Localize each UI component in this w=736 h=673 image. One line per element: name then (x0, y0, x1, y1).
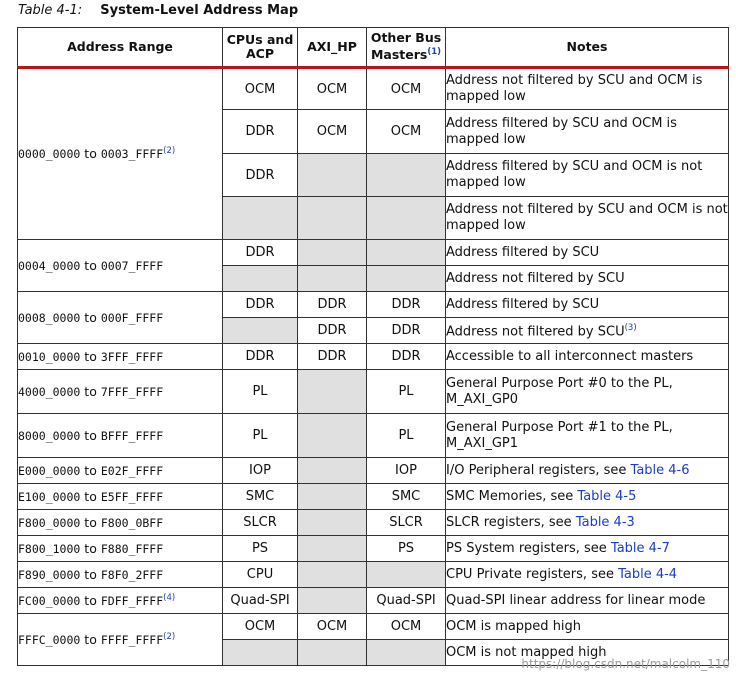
range-footnote: (4) (163, 592, 176, 603)
note-table-link: Table 4-4 (618, 566, 678, 582)
range-end: 000F_FFFF (100, 311, 164, 325)
address-range-cell (18, 562, 223, 588)
range-to: to (84, 515, 97, 530)
range-start: E000_0000 (18, 464, 81, 478)
range-start: 4000_0000 (18, 385, 81, 399)
cpu-acp-cell (223, 640, 298, 666)
watermark: https://blog.csdn.net/malcolm_110 (521, 657, 730, 671)
other-masters-cell: IOP (367, 458, 446, 484)
address-range-cell (18, 458, 223, 484)
notes-cell (446, 414, 729, 458)
header-other-bus-masters (367, 28, 446, 68)
cpu-acp-cell (223, 197, 298, 240)
notes-cell (446, 266, 729, 292)
cpu-acp-cell: DDR (223, 154, 298, 197)
caption-title: System-Level Address Map (100, 3, 299, 18)
range-to: to (84, 632, 97, 648)
axi-hp-cell (298, 640, 367, 666)
range-end: FDFF_FFFF (100, 594, 164, 609)
range-to: to (84, 463, 97, 478)
range-footnote: (2) (163, 631, 176, 642)
cpu-acp-cell: DDR (223, 344, 298, 370)
note-table-link: Table 4-6 (630, 462, 690, 478)
axi-hp-cell (298, 414, 367, 458)
cpu-acp-cell: PS (223, 536, 298, 562)
range-end: F880_FFFF (100, 542, 164, 556)
note-text: Accessible to all interconnect masters (446, 348, 694, 364)
cpu-acp-cell: OCM (223, 614, 298, 640)
address-range-cell (18, 614, 223, 666)
note-text: Address filtered by SCU and OCM is mapped low (446, 115, 677, 147)
range-to: to (84, 428, 97, 443)
header-other-footnote: (1) (427, 47, 442, 58)
table-row (18, 292, 729, 318)
cpu-acp-cell: CPU (223, 562, 298, 588)
notes-cell (446, 484, 729, 510)
range-start: 0000_0000 (18, 147, 81, 162)
note-text: SMC Memories, see (446, 488, 578, 504)
range-start: E100_0000 (18, 490, 81, 504)
notes-cell (446, 536, 729, 562)
other-masters-cell (367, 154, 446, 197)
address-range-cell (18, 292, 223, 344)
notes-cell (446, 562, 729, 588)
other-masters-cell: PL (367, 370, 446, 414)
caption-label: Table 4-1: (18, 3, 83, 18)
range-start: F800_0000 (18, 516, 81, 530)
axi-hp-cell: DDR (298, 292, 367, 318)
note-table-link: Table 4-5 (577, 488, 637, 504)
axi-hp-cell (298, 536, 367, 562)
other-masters-cell: OCM (367, 110, 446, 154)
note-text: Address not filtered by SCU (446, 270, 625, 286)
range-start: 0008_0000 (18, 311, 81, 325)
cpu-acp-cell: DDR (223, 240, 298, 266)
table-row (18, 344, 729, 370)
range-end: 3FFF_FFFF (100, 350, 164, 364)
note-text: PS System registers, see (446, 540, 611, 556)
table-body (18, 68, 729, 666)
range-start: F890_0000 (18, 568, 81, 582)
notes-cell (446, 458, 729, 484)
axi-hp-cell (298, 154, 367, 197)
cpu-acp-cell: PL (223, 414, 298, 458)
note-footnote: (3) (624, 323, 637, 334)
notes-cell (446, 370, 729, 414)
table-row (18, 458, 729, 484)
note-table-link: Table 4-3 (575, 514, 635, 530)
header-notes: Notes (446, 28, 729, 68)
range-end: 0003_FFFF (100, 147, 164, 162)
table-caption (18, 3, 298, 18)
table-row (18, 370, 729, 414)
cpu-acp-cell: Quad-SPI (223, 588, 298, 614)
range-to: to (84, 310, 97, 325)
axi-hp-cell (298, 510, 367, 536)
note-text: SLCR registers, see (446, 514, 576, 530)
other-masters-cell (367, 240, 446, 266)
address-range-cell (18, 484, 223, 510)
range-end: 7FFF_FFFF (100, 385, 164, 399)
cpu-acp-cell (223, 266, 298, 292)
axi-hp-cell (298, 197, 367, 240)
notes-cell (446, 318, 729, 344)
other-masters-cell (367, 197, 446, 240)
range-to: to (84, 258, 97, 273)
axi-hp-cell (298, 588, 367, 614)
header-address-range: Address Range (18, 28, 223, 68)
range-start: F800_1000 (18, 542, 81, 556)
other-masters-cell: PL (367, 414, 446, 458)
notes-cell (446, 292, 729, 318)
notes-cell (446, 614, 729, 640)
header-cpus-acp: CPUs and ACP (223, 28, 298, 68)
table-row (18, 536, 729, 562)
header-other-label: Other Bus Masters (370, 30, 442, 63)
note-text: Address filtered by SCU (446, 296, 600, 312)
axi-hp-cell: OCM (298, 110, 367, 154)
note-text: Address not filtered by SCU and OCM is not mapped low (446, 202, 728, 233)
notes-cell (446, 154, 729, 197)
address-range-cell (18, 536, 223, 562)
range-end: 0007_FFFF (100, 259, 164, 273)
note-text: OCM is not mapped high (446, 644, 607, 660)
table-row (18, 484, 729, 510)
table-row (18, 562, 729, 588)
address-range-cell (18, 344, 223, 370)
range-end: BFFF_FFFF (100, 429, 164, 443)
other-masters-cell: DDR (367, 292, 446, 318)
axi-hp-cell (298, 562, 367, 588)
axi-hp-cell: DDR (298, 318, 367, 344)
note-text: Address not filtered by SCU (446, 324, 625, 340)
range-end: F8F0_2FFF (100, 568, 164, 582)
other-masters-cell: SLCR (367, 510, 446, 536)
axi-hp-cell (298, 240, 367, 266)
table-row (18, 240, 729, 266)
table-row (18, 68, 729, 110)
range-to: to (84, 541, 97, 556)
range-start: 8000_0000 (18, 429, 81, 443)
range-end: E02F_FFFF (100, 464, 164, 478)
note-text: OCM is mapped high (446, 618, 582, 634)
table-row (18, 510, 729, 536)
range-start: FFFC_0000 (18, 633, 81, 648)
range-start: 0004_0000 (18, 259, 81, 273)
other-masters-cell: PS (367, 536, 446, 562)
notes-cell (446, 510, 729, 536)
axi-hp-cell: OCM (298, 614, 367, 640)
address-range-cell (18, 414, 223, 458)
range-start: FC00_0000 (18, 594, 81, 609)
other-masters-cell (367, 640, 446, 666)
range-end: F800_0BFF (100, 516, 164, 530)
notes-cell (446, 68, 729, 110)
notes-cell (446, 344, 729, 370)
other-masters-cell: Quad-SPI (367, 588, 446, 614)
range-start: 0010_0000 (18, 350, 81, 364)
range-to: to (84, 349, 97, 364)
cpu-acp-cell: OCM (223, 68, 298, 110)
range-to: to (84, 146, 97, 162)
address-range-cell (18, 240, 223, 292)
note-table-link: Table 4-7 (610, 540, 670, 556)
range-to: to (84, 567, 97, 582)
cpu-acp-cell: SMC (223, 484, 298, 510)
notes-cell (446, 588, 729, 614)
notes-cell (446, 110, 729, 154)
notes-cell (446, 240, 729, 266)
other-masters-cell: DDR (367, 318, 446, 344)
axi-hp-cell (298, 266, 367, 292)
address-range-cell (18, 370, 223, 414)
range-to: to (84, 384, 97, 399)
note-text: I/O Peripheral registers, see (446, 462, 631, 478)
axi-hp-cell: DDR (298, 344, 367, 370)
other-masters-cell: SMC (367, 484, 446, 510)
address-range-cell (18, 68, 223, 240)
header-row (18, 28, 729, 68)
axi-hp-cell (298, 370, 367, 414)
cpu-acp-cell: PL (223, 370, 298, 414)
range-end: FFFF_FFFF (100, 633, 164, 648)
note-text: Address filtered by SCU (446, 244, 600, 260)
axi-hp-cell: OCM (298, 68, 367, 110)
header-axi-hp: AXI_HP (298, 28, 367, 68)
range-to: to (84, 593, 97, 609)
range-footnote: (2) (163, 146, 176, 157)
other-masters-cell (367, 266, 446, 292)
note-text: Quad-SPI linear address for linear mode (446, 592, 706, 608)
other-masters-cell: OCM (367, 68, 446, 110)
range-end: E5FF_FFFF (100, 490, 164, 504)
address-range-cell (18, 588, 223, 614)
note-text: CPU Private registers, see (446, 566, 619, 582)
table-row (18, 614, 729, 640)
cpu-acp-cell: IOP (223, 458, 298, 484)
note-text: Address not filtered by SCU and OCM is mapped low (446, 73, 703, 104)
axi-hp-cell (298, 458, 367, 484)
axi-hp-cell (298, 484, 367, 510)
note-text: General Purpose Port #1 to the PL, M_AXI_GP1 (446, 419, 673, 451)
cpu-acp-cell: SLCR (223, 510, 298, 536)
table-row (18, 414, 729, 458)
cpu-acp-cell: DDR (223, 110, 298, 154)
table-row (18, 588, 729, 614)
note-text: Address filtered by SCU and OCM is not mapped low (446, 159, 703, 190)
address-map-table (17, 27, 729, 666)
other-masters-cell: DDR (367, 344, 446, 370)
note-text: General Purpose Port #0 to the PL, M_AXI_GP0 (446, 375, 673, 407)
cpu-acp-cell: DDR (223, 292, 298, 318)
address-range-cell (18, 510, 223, 536)
other-masters-cell: OCM (367, 614, 446, 640)
other-masters-cell (367, 562, 446, 588)
notes-cell (446, 197, 729, 240)
range-to: to (84, 489, 97, 504)
cpu-acp-cell (223, 318, 298, 344)
